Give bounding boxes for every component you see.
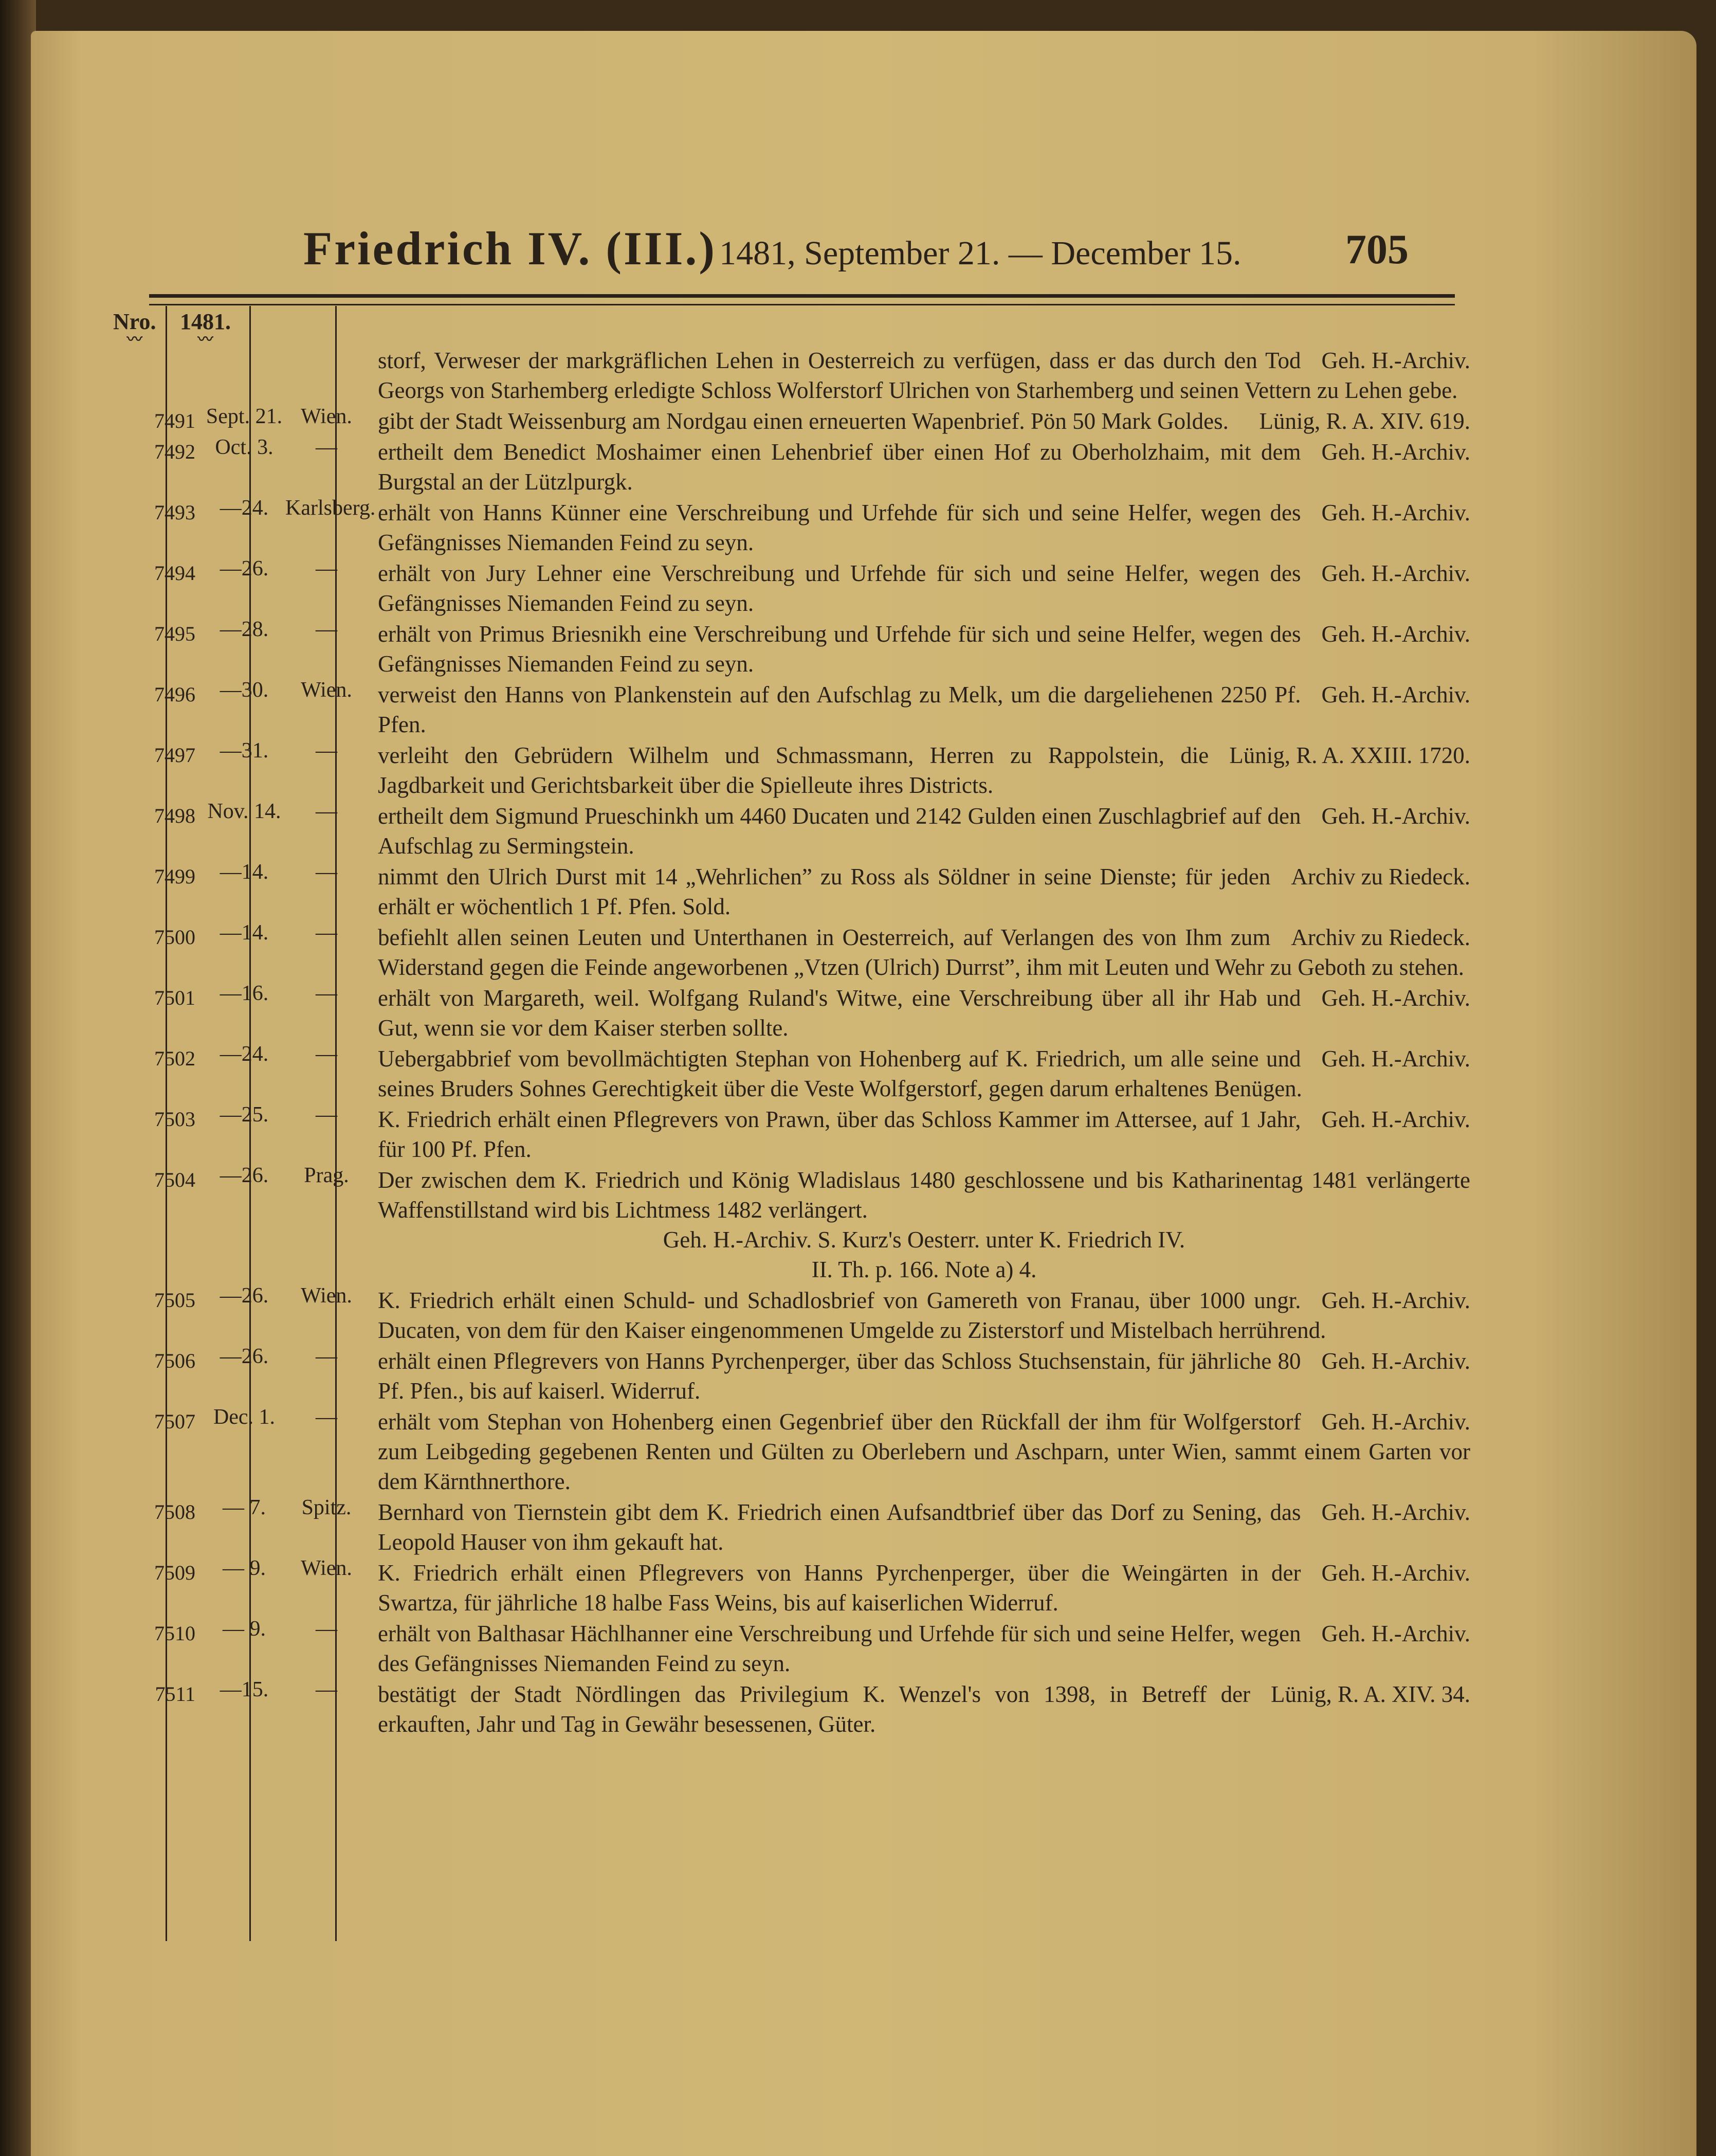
entry-text-block <box>378 983 1470 1043</box>
regest-entry <box>134 1497 1470 1557</box>
entry-text-block <box>378 1497 1470 1557</box>
entry-text-block <box>378 346 1470 405</box>
regest-entry <box>134 1679 1470 1739</box>
regest-entry <box>134 1044 1470 1103</box>
entry-number: 7504 <box>154 1168 195 1191</box>
entry-number: 7498 <box>154 804 195 827</box>
entry-source: Archiv zu Riedeck. <box>1291 864 1470 890</box>
entry-text-block <box>378 740 1470 800</box>
entry-place: — <box>316 1345 337 1368</box>
entry-text: erhält von Balthasar Hächlhanner eine Verschreibung und Urfehde für sich und seine Helfer, wegen des Gefängnisses Niemanden Feind zu seyn. <box>378 1621 1301 1676</box>
entry-place: Wien. <box>301 678 352 702</box>
entry-number: 7499 <box>154 865 195 888</box>
entry-text-block <box>378 922 1470 982</box>
continuation-entry <box>134 346 1470 405</box>
entry-date: —26. <box>220 1284 269 1308</box>
entry-source: Geh. H.-Archiv. <box>1321 682 1470 708</box>
regest-entry <box>134 1619 1470 1678</box>
running-head <box>303 221 1460 283</box>
squiggle-ornament: 〰 <box>197 331 213 348</box>
entry-text: erhält von Hanns Künner eine Verschreibung und Urfehde für sich und seine Helfer, wegen des Gefängnisses Niemanden Feind zu seyn. <box>378 500 1301 555</box>
entry-text: verweist den Hanns von Plankenstein auf den Aufschlag zu Melk, um die dargeliehenen 2250 Pf. Pfen. <box>378 682 1301 737</box>
entry-date: Dec. 1. <box>213 1405 276 1429</box>
entry-source: Geh. H.-Archiv. <box>1321 621 1470 647</box>
entry-source-line: Geh. H.-Archiv. S. Kurz's Oesterr. unter K. Friedrich IV. <box>663 1227 1185 1253</box>
entry-text-block <box>378 1104 1470 1164</box>
entry-text: Bernhard von Tiernstein gibt dem K. Friedrich einen Aufsandtbrief über das Dorf zu Sening, das Leopold Hauser von ihm gekauft hat. <box>378 1499 1301 1555</box>
entry-text: befiehlt allen seinen Leuten und Unterthanen in Oesterreich, auf Verlangen des von Ihm zum Widerstand gegen die Feinde angeworbenen „Vtzen (Ulrich) Durrst”, ihm mit Leuten und Wehr zu Geboth zu stehen. <box>378 925 1465 980</box>
entry-text-block <box>378 1679 1470 1739</box>
entry-text-block <box>378 1619 1470 1678</box>
book-page <box>31 31 1696 2156</box>
entry-date: —15. <box>220 1678 269 1701</box>
entry-date: Nov. 14. <box>207 800 281 823</box>
entry-place: — <box>316 982 337 1005</box>
entry-source: Geh. H.-Archiv. <box>1321 1107 1470 1132</box>
entry-text-block <box>378 619 1470 679</box>
entry-number: 7511 <box>155 1682 195 1706</box>
page-number: 705 <box>1345 226 1409 273</box>
entry-text-block <box>378 680 1470 739</box>
entry-date: —26. <box>220 1164 269 1187</box>
regest-entry <box>134 1285 1470 1345</box>
entry-source: Geh. H.-Archiv. <box>1321 1621 1470 1646</box>
entry-number: 7507 <box>154 1410 195 1433</box>
entry-place: Prag. <box>304 1164 349 1187</box>
ruler-title: Friedrich IV. (III.) <box>303 222 717 275</box>
entry-source: Lünig, R. A. XIV. 34. <box>1271 1681 1470 1707</box>
column-head-year-label: 1481. <box>180 309 231 334</box>
entry-date: —31. <box>220 739 269 763</box>
entry-text: ertheilt dem Benedict Moshaimer einen Lehenbrief über einen Hof zu Oberholzhaim, mit dem Burgstal an der Lützlpurgk. <box>378 439 1301 495</box>
entry-source: Geh. H.-Archiv. <box>1321 1499 1470 1525</box>
entry-place: — <box>316 860 337 884</box>
regest-entry <box>134 740 1470 800</box>
entry-place: — <box>316 1678 337 1701</box>
entry-place: — <box>316 557 337 581</box>
entry-date: — 9. <box>223 1556 266 1580</box>
entry-text: K. Friedrich erhält einen Pflegrevers von Hanns Pyrchenperger, über die Weingärten in der Swartza, für jährliche 18 halbe Fass Weins, bis auf kaiserlichen Widerruf. <box>378 1560 1301 1616</box>
entry-source: Geh. H.-Archiv. <box>1321 439 1470 465</box>
date-range: 1481, September 21. — December 15. <box>719 234 1242 272</box>
entry-date: —24. <box>220 496 269 520</box>
regest-entry <box>134 619 1470 679</box>
entry-source: Geh. H.-Archiv. <box>1321 500 1470 526</box>
entry-date: —16. <box>220 982 269 1005</box>
entry-place: — <box>316 921 337 945</box>
entry-text: K. Friedrich erhält einen Schuld- und Schadlosbrief von Gamereth von Franau, über 1000 ungr. Ducaten, von dem für den Kaiser eingenommenen Umgelde zu Zisterstorf und Mistelbach herrührend. <box>378 1288 1326 1343</box>
entry-text: erhält von Jury Lehner eine Verschreibung und Urfehde für sich und seine Helfer, wegen des Gefängnisses Niemanden Feind zu seyn. <box>378 560 1301 616</box>
entry-number: 7508 <box>154 1500 195 1524</box>
entry-number: 7501 <box>154 986 195 1009</box>
entry-text: ertheilt dem Sigmund Prueschinkh um 4460 Ducaten und 2142 Gulden einen Zuschlagbrief auf den Aufschlag zu Sermingstein. <box>378 803 1301 859</box>
entry-date: —26. <box>220 1345 269 1368</box>
entry-number: 7500 <box>154 926 195 949</box>
entry-text: storf, Verweser der markgräflichen Lehen in Oesterreich zu verfügen, dass er das durch den Tod Georgs von Starhemberg erledigte Schloss Wolferstorf Ulrichen von Starhemberg und seinen Vettern zu Lehen gebe. <box>378 348 1458 403</box>
regesta-list <box>134 346 1470 1740</box>
regest-entry <box>134 1346 1470 1406</box>
entry-number: 7505 <box>154 1289 195 1312</box>
squiggle-ornament: 〰 <box>126 331 142 348</box>
entry-number: 7497 <box>154 744 195 767</box>
entry-text-block <box>378 862 1470 921</box>
entry-date: —14. <box>220 860 269 884</box>
entry-number: 7493 <box>154 501 195 524</box>
regest-entry <box>134 1104 1470 1164</box>
entry-number: 7492 <box>154 440 195 463</box>
entry-number: 7502 <box>154 1047 195 1070</box>
regest-entry <box>134 437 1470 497</box>
header-rule <box>149 294 1455 305</box>
entry-text-block <box>378 1346 1470 1406</box>
entry-text: gibt der Stadt Weissenburg am Nordgau einen erneuerten Wapenbrief. Pön 50 Mark Goldes. <box>378 408 1229 434</box>
entry-text-block <box>378 1044 1470 1103</box>
regest-entry <box>134 498 1470 557</box>
entry-source: Geh. H.-Archiv. <box>1321 560 1470 586</box>
entry-place: — <box>316 618 337 641</box>
entry-source: Geh. H.-Archiv. <box>1321 1288 1470 1313</box>
entry-place: Wien. <box>301 1556 352 1580</box>
regest-entry <box>134 558 1470 618</box>
entry-number: 7509 <box>154 1561 195 1584</box>
entry-date: —30. <box>220 678 269 702</box>
entry-number: 7496 <box>154 683 195 706</box>
entry-place: — <box>316 436 337 459</box>
entry-source: Geh. H.-Archiv. <box>1321 1348 1470 1374</box>
regest-entry <box>134 406 1470 436</box>
entry-place: — <box>316 1405 337 1429</box>
entry-source: Geh. H.-Archiv. <box>1321 985 1470 1011</box>
entry-text: erhält vom Stephan von Hohenberg einen Gegenbrief über den Rückfall der ihm für Wolfgerstorf zum Leibgeding gegebenen Renten und Gülten zu Oberlebern und Aschparn, unter Wien, sammt einem Garten vor dem Kärnthnerthore. <box>378 1409 1470 1494</box>
entry-place: Spitz. <box>301 1496 352 1519</box>
entry-source: Lünig, R. A. XIV. 619. <box>1259 408 1470 434</box>
column-head-number <box>113 309 156 348</box>
entry-source: Geh. H.-Archiv. <box>1321 1409 1470 1435</box>
entry-place: — <box>316 800 337 823</box>
regest-entry <box>134 1165 1470 1284</box>
entry-source: Geh. H.-Archiv. <box>1321 803 1470 829</box>
entry-text-block <box>378 1407 1470 1496</box>
entry-text-block <box>378 498 1470 557</box>
entry-date: — 9. <box>223 1617 266 1641</box>
entry-text: erhält einen Pflegrevers von Hanns Pyrchenperger, über das Schloss Stuchsenstain, für jährliche 80 Pf. Pfen., bis auf kaiserl. Widerruf. <box>378 1348 1301 1404</box>
entry-text: nimmt den Ulrich Durst mit 14 „Wehrlichen” zu Ross als Söldner in seine Dienste; für jeden erhält er wöchentlich 1 Pf. Pfen. Sold. <box>378 864 1271 919</box>
entry-source: Geh. H.-Archiv. <box>1321 348 1470 373</box>
entry-number: 7506 <box>154 1349 195 1372</box>
entry-place: — <box>316 1617 337 1641</box>
entry-number: 7491 <box>154 409 195 432</box>
entry-place: Karlsberg. <box>285 496 376 520</box>
regest-entry <box>134 922 1470 982</box>
entry-text-block <box>378 801 1470 861</box>
entry-date: Sept. 21. <box>206 405 283 428</box>
entry-text: bestätigt der Stadt Nördlingen das Privilegium K. Wenzel's von 1398, in Betreff der erkauften, Jahr und Tag in Gewähr besessenen, Güter. <box>378 1681 1251 1737</box>
entry-place: — <box>316 739 337 763</box>
entry-date: —25. <box>220 1103 269 1127</box>
entry-date: —24. <box>220 1042 269 1066</box>
entry-text-block <box>378 1165 1470 1284</box>
entry-source: Geh. H.-Archiv. <box>1321 1560 1470 1586</box>
column-head-number-label: Nro. <box>113 309 156 334</box>
entry-text: erhält von Primus Briesnikh eine Verschreibung und Urfehde für sich und seine Helfer, wegen des Gefängnisses Niemanden Feind zu seyn. <box>378 621 1301 677</box>
entry-number: 7495 <box>154 622 195 645</box>
entry-date: —28. <box>220 618 269 641</box>
entry-text-block <box>378 1285 1470 1345</box>
entry-place: — <box>316 1103 337 1127</box>
entry-text: verleiht den Gebrüdern Wilhelm und Schmassmann, Herren zu Rappolstein, die Jagdbarkeit und Gerichtsbarkeit über die Spielleute ihres Districts. <box>378 742 1209 798</box>
entry-date: — 7. <box>223 1496 266 1519</box>
regest-entry <box>134 801 1470 861</box>
entry-text-block <box>378 558 1470 618</box>
entry-number: 7494 <box>154 561 195 585</box>
regest-entry <box>134 862 1470 921</box>
entry-source: Archiv zu Riedeck. <box>1291 925 1470 950</box>
entry-text: K. Friedrich erhält einen Pflegrevers von Prawn, über das Schloss Kammer im Attersee, auf 1 Jahr, für 100 Pf. Pfen. <box>378 1107 1301 1162</box>
entry-text: Uebergabbrief vom bevollmächtigten Stephan von Hohenberg auf K. Friedrich, um alle seine und seines Bruders Sohnes Gerechtigkeit über die Veste Wolfgerstorf, gegen darum erhaltenes Benügen. <box>378 1046 1302 1101</box>
regest-entry <box>134 983 1470 1043</box>
entry-text-block <box>378 406 1470 436</box>
entry-place: Wien. <box>301 1284 352 1308</box>
entry-number: 7503 <box>154 1108 195 1131</box>
regest-entry <box>134 1558 1470 1618</box>
column-head-year <box>180 309 231 348</box>
entry-text: Der zwischen dem K. Friedrich und König Wladislaus 1480 geschlossene und bis Katharinentag 1481 verlängerte Waffenstillstand wird bis Lichtmess 1482 verlängert. <box>378 1167 1470 1223</box>
entry-date: Oct. 3. <box>215 436 273 459</box>
regest-entry <box>134 1407 1470 1496</box>
entry-number: 7510 <box>154 1622 195 1645</box>
entry-source: Geh. H.-Archiv. <box>1321 1046 1470 1072</box>
entry-place: — <box>316 1042 337 1066</box>
entry-place: Wien. <box>301 405 352 428</box>
entry-text-block <box>378 1558 1470 1618</box>
entry-date: —14. <box>220 921 269 945</box>
entry-source-line: II. Th. p. 166. Note a) 4. <box>811 1257 1037 1282</box>
entry-date: —26. <box>220 557 269 581</box>
entry-text: erhält von Margareth, weil. Wolfgang Ruland's Witwe, eine Verschreibung über all ihr Hab und Gut, wenn sie vor dem Kaiser sterben sollte. <box>378 985 1301 1041</box>
regest-entry <box>134 680 1470 739</box>
entry-source: Lünig, R. A. XXIII. 1720. <box>1229 742 1470 768</box>
entry-text-block <box>378 437 1470 497</box>
